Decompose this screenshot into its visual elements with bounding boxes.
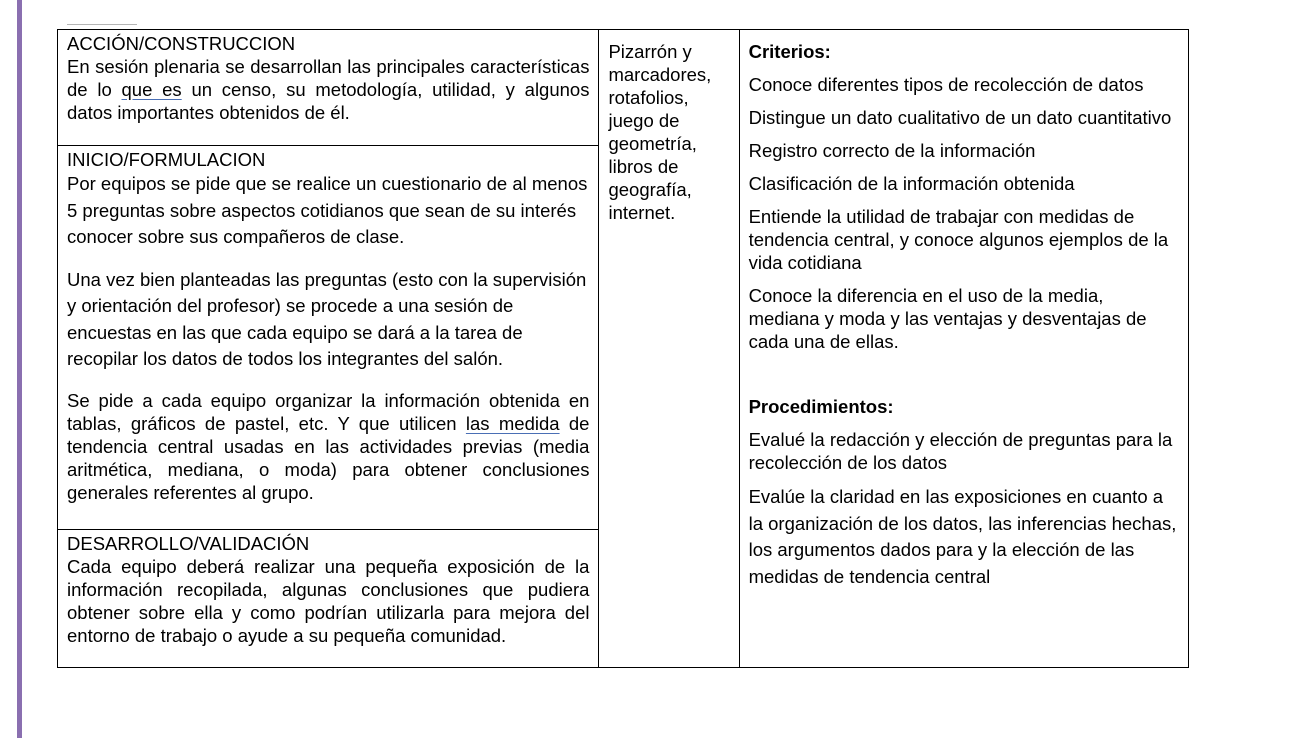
criterio-item: Clasificación de la información obtenida	[748, 173, 1075, 194]
inicio-paragraph-3-part: Se pide a cada equipo organizar la información obtenida en tablas, gráficos de pastel, etc. Y que utilicen	[67, 389, 590, 434]
inicio-section	[58, 146, 598, 530]
accion-text	[67, 55, 589, 124]
resource-line: geometría,	[608, 133, 697, 154]
accion-text-part: un censo, su metodología, utilidad, y algunos datos importantes obtenidos de él.	[67, 79, 590, 123]
procedimiento-item: Evalué la redacción y elección de preguntas para la recolección de los datos	[748, 429, 1173, 473]
desarrollo-section	[58, 530, 598, 667]
resources-cell[interactable]	[599, 30, 739, 668]
accion-title: ACCIÓN/CONSTRUCCION	[67, 33, 296, 54]
resource-line: Pizarrón y	[608, 41, 692, 62]
criterios-heading: Criterios:	[748, 41, 831, 62]
resource-line: geografía,	[608, 179, 692, 200]
table-row	[58, 30, 1189, 668]
inicio-paragraph-3-underlined: las medida	[465, 412, 560, 434]
inicio-paragraph-3-part: de tendencia central usadas en las actividades previas (media aritmética, mediana, o moda) para obtener conclusiones generales referentes al grupo.	[67, 412, 590, 503]
resources-list	[599, 30, 738, 224]
accion-text-underlined: que es	[121, 79, 182, 100]
page-margin-bar	[17, 0, 22, 738]
inicio-paragraph-2: Una vez bien planteadas las preguntas (esto con la supervisión y orientación del profesor) se procede a una sesión de encuestas en las que cada equipo se dará a la tarea de recopilar los datos de todos los integrantes del salón.	[67, 268, 587, 369]
resource-line: libros de	[608, 156, 679, 177]
accion-section	[58, 30, 598, 146]
procedimiento-item: Evalúe la claridad en las exposiciones en cuanto a la organización de los datos, las inferencias hechas, los argumentos dados para y la elección de las medidas de tendencia central	[748, 486, 1177, 587]
inicio-paragraph-1: Por equipos se pide que se realice un cuestionario de al menos 5 preguntas sobre aspectos cotidianos que sean de su interés conocer sobre sus compañeros de clase.	[67, 173, 588, 247]
criterio-item: Registro correcto de la información	[748, 140, 1036, 161]
procedimientos-heading: Procedimientos:	[748, 396, 894, 417]
criterio-item: Conoce diferentes tipos de recolección de datos	[748, 74, 1144, 95]
evaluation-cell[interactable]	[739, 30, 1188, 668]
resource-line: juego de	[608, 110, 680, 131]
resource-line: rotafolios,	[608, 87, 689, 108]
lesson-plan-table	[57, 29, 1189, 668]
header-rule	[67, 24, 137, 25]
criterio-item: Entiende la utilidad de trabajar con medidas de tendencia central, y conoce algunos ejemplos de la vida cotidiana	[748, 206, 1169, 273]
inicio-title: INICIO/FORMULACION	[67, 149, 266, 170]
activities-cell[interactable]	[58, 30, 599, 668]
inicio-paragraph-3	[67, 389, 589, 504]
criterio-item: Distingue un dato cualitativo de un dato cuantitativo	[748, 107, 1172, 128]
criterio-item: Conoce la diferencia en el uso de la media, mediana y moda y las ventajas y desventajas de cada una de ellas.	[748, 285, 1147, 352]
resource-line: internet.	[608, 202, 676, 223]
resource-line: marcadores,	[608, 64, 712, 85]
evaluation-content	[740, 30, 1188, 590]
accion-text-part: En sesión plenaria se desarrollan las principales características de lo	[67, 56, 590, 100]
desarrollo-text: Cada equipo deberá realizar una pequeña exposición de la información recopilada, algunas conclusiones que pudiera obtener sobre ella y como podrían utilizarla para mejora del entorno de trabajo o ayude a su pequeña comunidad.	[67, 556, 590, 646]
desarrollo-title: DESARROLLO/VALIDACIÓN	[67, 533, 310, 554]
